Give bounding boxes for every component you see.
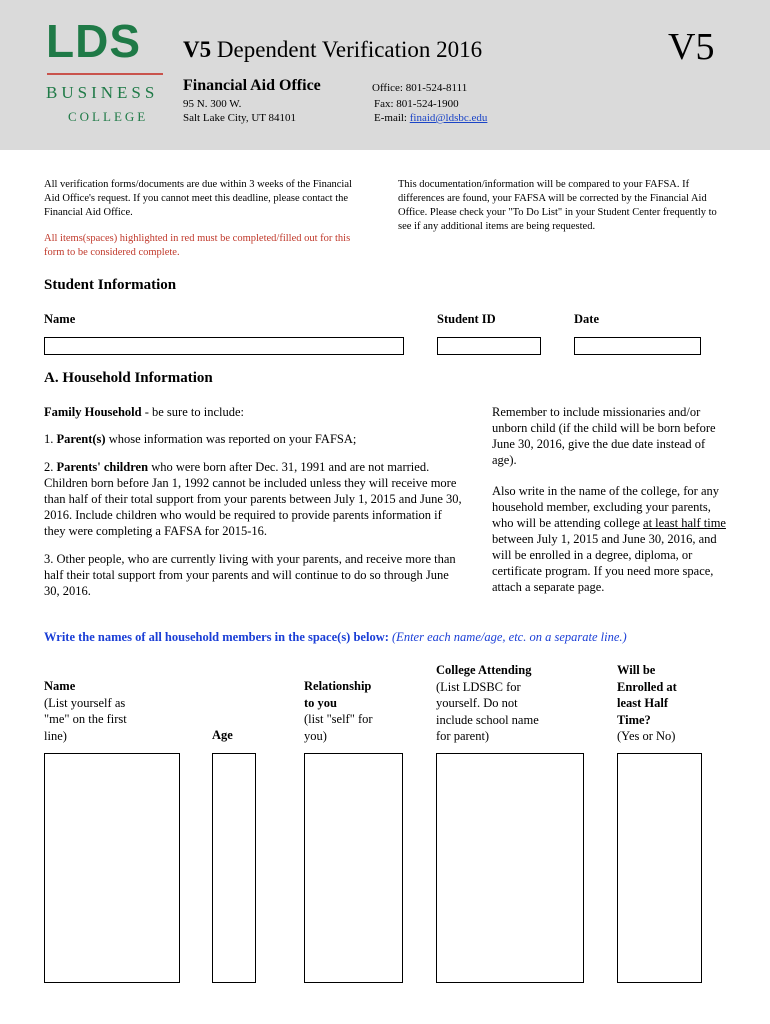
item1-text: whose information was reported on your FAFSA;: [105, 432, 357, 446]
col-relationship-title2: to you: [304, 695, 337, 710]
household-ages-field[interactable]: [212, 753, 256, 983]
col-college-note2: yourself. Do not: [436, 696, 518, 710]
title-text: Dependent Verification 2016: [216, 37, 483, 62]
address-line1: 95 N. 300 W.: [183, 98, 242, 110]
col-relationship-note2: you): [304, 728, 327, 743]
logo-business: BUSINESS: [46, 83, 159, 102]
item2-number: 2.: [44, 460, 57, 474]
email-link[interactable]: finaid@ldsbc.edu: [409, 112, 488, 124]
family-household-line: [44, 404, 464, 420]
col-relationship-title1: Relationship: [304, 679, 372, 693]
col-name-note2: "me" on the first: [44, 712, 127, 726]
col-college-note3: include school name: [436, 712, 539, 727]
logo-divider: [47, 73, 163, 75]
form-title: [183, 38, 482, 61]
col-college-title: College Attending: [436, 663, 532, 677]
col-name-note3: line): [44, 728, 67, 743]
col-enrolled-title1: Will be: [617, 663, 656, 677]
student-info-heading: Student Information: [44, 277, 177, 293]
college-note-a: Also write in the name of the college, for any household member, excluding your parents, who will be attending college: [492, 484, 720, 530]
item1-bold: Parent(s): [56, 432, 106, 446]
student-name-field[interactable]: [44, 337, 404, 355]
col-enrolled-header: [617, 662, 677, 745]
college-note-underlined: at least half time: [643, 516, 726, 530]
college-note: [492, 483, 726, 595]
family-household-rest: - be sure to include:: [141, 405, 244, 419]
email-line: [374, 112, 487, 125]
household-college-field[interactable]: [436, 753, 584, 983]
logo-lds: LDS: [46, 15, 141, 67]
col-enrolled-title4: Time?: [617, 712, 651, 727]
fafsa-notice: This documentation/information will be compared to your FAFSA. If differences are found, your FAFSA will be corrected by the Financial Aid Office. Please check your "To Do List" in your Student Center frequently to see if any additional items are being requested.: [398, 179, 717, 232]
header-band: [0, 0, 770, 150]
required-notice: All items(spaces) highlighted in red must be completed/filled out for this form to be considered complete.: [44, 233, 351, 258]
col-college-header: [436, 662, 539, 745]
col-enrolled-title2: Enrolled at: [617, 679, 677, 694]
write-names-italic: (Enter each name/age, etc. on a separate line.): [388, 630, 627, 644]
household-relationship-field[interactable]: [304, 753, 403, 983]
col-name-title: Name: [44, 679, 76, 693]
item-children: [44, 459, 464, 539]
family-household-bold: Family Household: [44, 405, 142, 419]
date-field[interactable]: [574, 337, 701, 355]
item1-number: 1.: [44, 432, 57, 446]
remember-note: Remember to include missionaries and/or unborn child (if the child will be born before June 30, 2016, give the due date instead of age).: [492, 405, 716, 467]
col-college-note1: (List LDSBC for: [436, 679, 521, 694]
col-age-title: Age: [212, 728, 233, 742]
household-enrolled-field[interactable]: [617, 753, 702, 983]
office-name: Financial Aid Office: [183, 77, 321, 94]
fax-number: Fax: 801-524-1900: [374, 98, 459, 110]
item2-bold: Parents' children: [56, 460, 149, 474]
col-enrolled-title3: least Half: [617, 696, 669, 710]
email-label: E-mail:: [374, 112, 410, 124]
date-label: Date: [574, 312, 599, 326]
col-college-note4: for parent): [436, 729, 490, 743]
write-names-bold: Write the names of all household members in the space(s) below:: [44, 630, 389, 644]
write-names-instruction: [44, 630, 744, 645]
name-label: Name: [44, 312, 76, 326]
col-age-header: [212, 727, 233, 744]
col-name-header: [44, 678, 127, 744]
household-names-field[interactable]: [44, 753, 180, 983]
college-note-b: between July 1, 2015 and June 30, 2016, and will be enrolled in a degree, diploma, or certificate program. If you need more space, attach a separate page.: [492, 532, 717, 594]
col-name-note1: (List yourself as: [44, 695, 126, 710]
version-label: V5: [668, 26, 715, 68]
col-relationship-note1: (list "self" for: [304, 712, 373, 726]
student-id-field[interactable]: [437, 337, 541, 355]
address-line2: Salt Lake City, UT 84101: [183, 112, 297, 124]
student-id-label: Student ID: [437, 312, 496, 326]
deadline-notice: All verification forms/documents are due within 3 weeks of the Financial Aid Office's request. If you cannot meet this deadline, please contact the Financial Aid Office.: [44, 179, 352, 218]
col-relationship-header: [304, 678, 373, 744]
household-heading: A. Household Information: [44, 370, 213, 386]
title-code: V5: [183, 37, 212, 62]
item2-text: who were born after Dec. 31, 1991 and are not married. Children born before Jan 1, 1992 cannot be included unless they will receive more than half of their total support from your parents between July 1, 2015 and June 30, 2016. Include children who would be required to provide parents information if they were completing a FAFSA for 2015-16.: [44, 460, 462, 538]
item-parents: [44, 431, 464, 447]
logo-college: COLLEGE: [68, 109, 149, 124]
item-other-people: 3. Other people, who are currently living with your parents, and receive more than half their total support from your parents and will continue to do so through June 30, 2016.: [44, 552, 456, 598]
col-enrolled-note1: (Yes or No): [617, 729, 676, 743]
office-phone: Office: 801-524-8111: [372, 82, 468, 94]
